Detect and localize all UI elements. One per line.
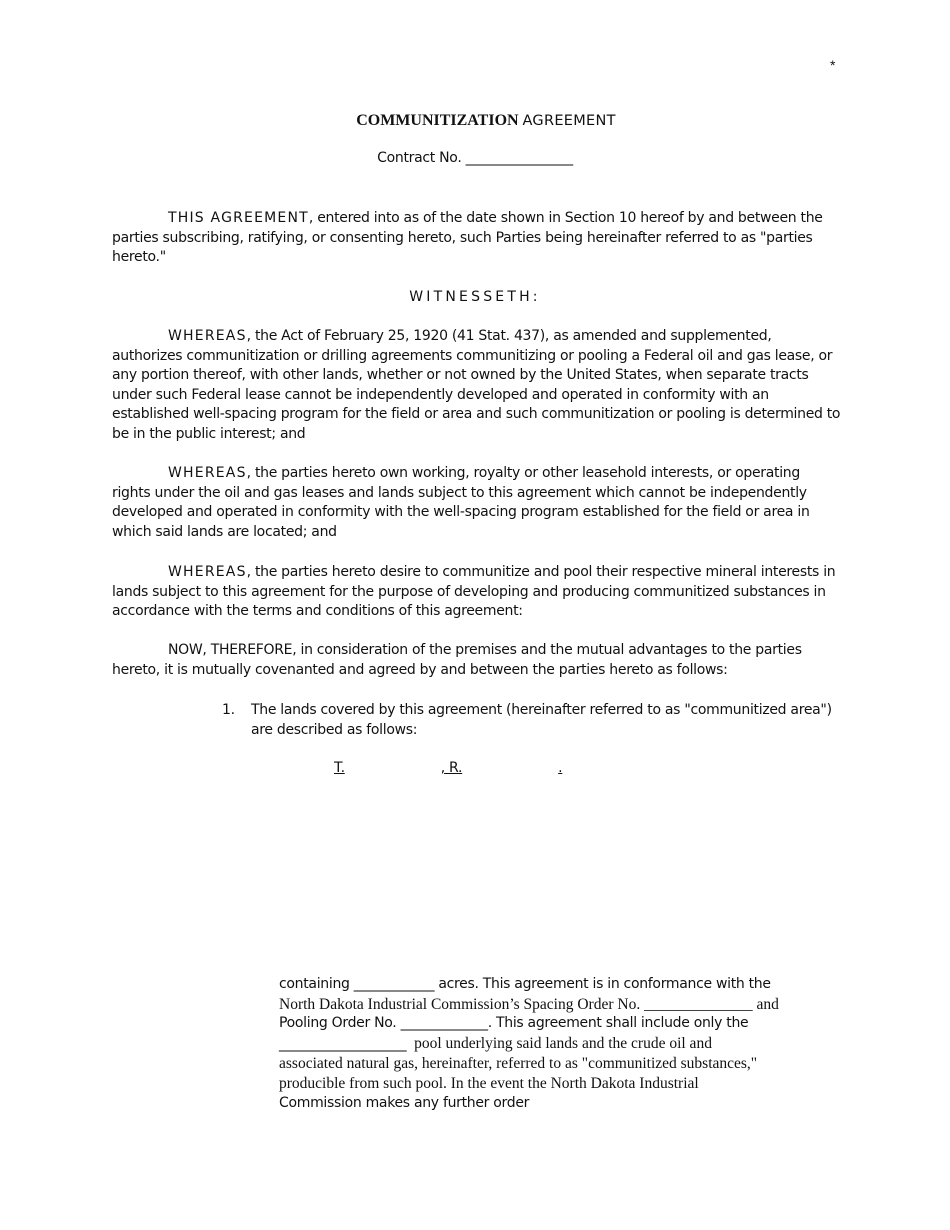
whereas-3-lead: WHEREAS — [168, 564, 247, 580]
containing-line-5: associated natural gas, hereinafter, referred to as "communitized substances," — [279, 1055, 758, 1073]
whereas-paragraph-1 — [112, 327, 842, 445]
now-therefore-paragraph — [112, 641, 842, 680]
township-range-end: . — [558, 760, 563, 776]
intro-text: , entered into as of the date shown in Section 10 hereof by and between the parties subscribing, ratifying, or consenting hereto, such Parties being hereinafter referred to as "parties hereto." — [112, 210, 823, 266]
asterisk-mark: * — [830, 57, 836, 73]
containing-line-3: Pooling Order No. _____________. This agreement shall include only the — [279, 1015, 749, 1032]
now-therefore-text: , in consideration of the premises and the mutual advantages to the parties hereto, it is mutually covenanted and agreed by and between the parties hereto as follows: — [112, 642, 802, 678]
whereas-paragraph-3 — [112, 563, 842, 622]
contract-number-line: Contract No. ________________ — [377, 150, 573, 166]
whereas-paragraph-2 — [112, 464, 842, 542]
pool-blank: ___________________ — [279, 1035, 407, 1052]
whereas-1-lead: WHEREAS — [168, 328, 247, 344]
containing-line-1: containing ____________ acres. This agreement is in conformance with the — [279, 976, 771, 992]
intro-lead: THIS AGREEMENT — [168, 210, 309, 226]
whereas-3-text: , the parties hereto desire to communitize and pool their respective mineral interests in lands subject to this agreement for the purpose of developing and producing communitized substances in accordance with the terms and conditions of this agreement: — [112, 564, 836, 620]
whereas-2-lead: WHEREAS — [168, 465, 247, 481]
range-label: , R. — [440, 760, 463, 776]
title-bold-part: COMMUNITIZATION — [356, 112, 519, 129]
item-number: 1. — [222, 702, 235, 718]
containing-line-2: North Dakota Industrial Commission’s Spacing Order No. ______________ and — [279, 995, 779, 1013]
intro-paragraph — [112, 209, 842, 268]
township-range-line — [334, 760, 562, 776]
title-rest-part: AGREEMENT — [522, 113, 616, 129]
containing-paragraph — [279, 975, 839, 1113]
containing-line-6: producible from such pool. In the event the North Dakota Industrial — [279, 1074, 699, 1092]
numbered-item-1 — [222, 701, 842, 740]
containing-line-4 — [279, 1034, 839, 1055]
witnesseth-heading: WITNESSETH: — [409, 289, 541, 305]
document-title — [0, 112, 950, 130]
whereas-1-text: , the Act of February 25, 1920 (41 Stat. 437), as amended and supplemented, authorizes communitization or drilling agreements communitizing or pooling a Federal oil and gas lease, or any portion thereof, with other lands, whether or not owned by the United States, when separate tracts under such Federal lease cannot be independently developed and operated in conformity with an established well-spacing program for the field or area and such communitization or pooling is determined to be in the public interest; and — [112, 328, 841, 442]
township-label: T. — [334, 760, 345, 776]
whereas-2-text: , the parties hereto own working, royalty or other leasehold interests, or operating rights under the oil and gas leases and lands subject to this agreement which cannot be independently developed and operated in conformity with the well-spacing program established for the field or area in which said lands are located; and — [112, 465, 810, 540]
pool-text: pool underlying said lands and the crude oil and — [406, 1034, 712, 1052]
containing-line-7: Commission makes any further order — [279, 1094, 530, 1111]
now-therefore-lead: NOW, THEREFORE — [168, 642, 293, 658]
item-text: The lands covered by this agreement (hereinafter referred to as "communitized area") are described as follows: — [251, 702, 832, 738]
